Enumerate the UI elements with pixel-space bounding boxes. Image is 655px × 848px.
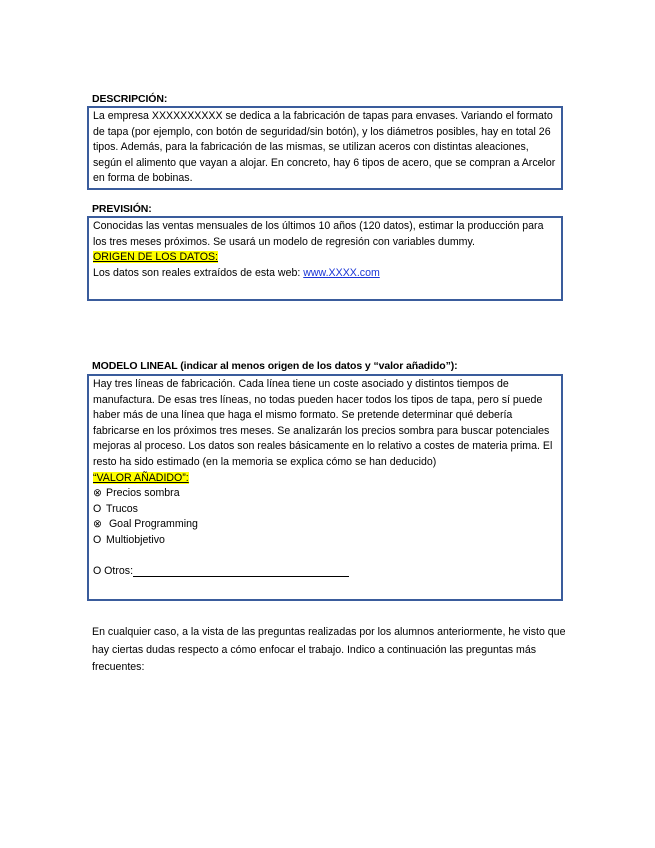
prevision-box <box>87 216 563 301</box>
modelo-box <box>87 374 563 601</box>
option-multiobjetivo[interactable] <box>93 533 558 549</box>
descripcion-heading: DESCRIPCIÓN: <box>92 93 168 105</box>
prevision-text: Conocidas las ventas mensuales de los últimos 10 años (120 datos), estimar la producción para los tres meses próximos. Se usará un modelo de regresión con variables dummy. <box>93 220 544 248</box>
otros-label: O Otros: <box>93 564 134 577</box>
option-precios-sombra[interactable] <box>93 486 558 502</box>
valor-anadido-label: “VALOR AÑADIDO”: <box>93 471 189 484</box>
option-otros[interactable] <box>93 564 558 580</box>
origen-datos-text: Los datos son reales extraídos de esta web: <box>93 266 304 279</box>
option-trucos[interactable] <box>93 502 558 518</box>
modelo-text: Hay tres líneas de fabricación. Cada línea tiene un coste asociado y distintos tiempos de manufactura. De esas tres líneas, no todas pueden hacer todos los tipos de tapa, pero sí puede haber más de una línea que haga el mismo formato. Se pretende determinar qué debería fabricarse en los próximos tres meses. Se analizarán los precios sombra para buscar potenciales mejoras al proceso. Los datos son reales básicamente en lo relativo a costes de materia prima. El resto ha sido estimado (en la memoria se explica cómo se han deducido) <box>93 378 553 468</box>
option-unchecked-icon: O <box>93 533 102 546</box>
descripcion-text: La empresa XXXXXXXXXX se dedica a la fabricación de tapas para envases. Variando el formato de tapa (por ejemplo, con botón de seguridad/sin botón), y los diámetros posibles, hay en total 26 tipos. Además, para la fabricación de las mismas, se utilizan aceros con distintas aleaciones, según el alimento que vayan a alojar. En concreto, hay 6 tipos de acero, que se compran a Arcelor en forma de bobinas. <box>93 110 556 185</box>
prevision-heading: PREVISIÓN: <box>92 203 152 215</box>
option-label: Goal Programming <box>106 518 198 531</box>
otros-blank-line[interactable] <box>133 566 349 577</box>
option-checked-icon: ⊗ <box>93 487 102 500</box>
option-unchecked-icon: O <box>93 502 102 515</box>
origen-datos-label: ORIGEN DE LOS DATOS: <box>93 251 218 264</box>
option-label: Trucos <box>106 502 138 515</box>
modelo-heading: MODELO LINEAL (indicar al menos origen de los datos y “valor añadido”): <box>92 360 458 372</box>
origen-datos-link[interactable]: www.XXXX.com <box>303 266 380 279</box>
option-label: Precios sombra <box>106 487 180 500</box>
option-checked-icon: ⊗ <box>93 518 102 531</box>
closing-paragraph: En cualquier caso, a la vista de las preguntas realizadas por los alumnos anteriormente, he visto que hay ciertas dudas respecto a cómo enfocar el trabajo. Indico a continuación las preguntas más frecuentes: <box>92 626 566 673</box>
descripcion-box <box>87 106 563 190</box>
option-goal-programming[interactable] <box>93 517 558 533</box>
option-label: Multiobjetivo <box>106 533 165 546</box>
